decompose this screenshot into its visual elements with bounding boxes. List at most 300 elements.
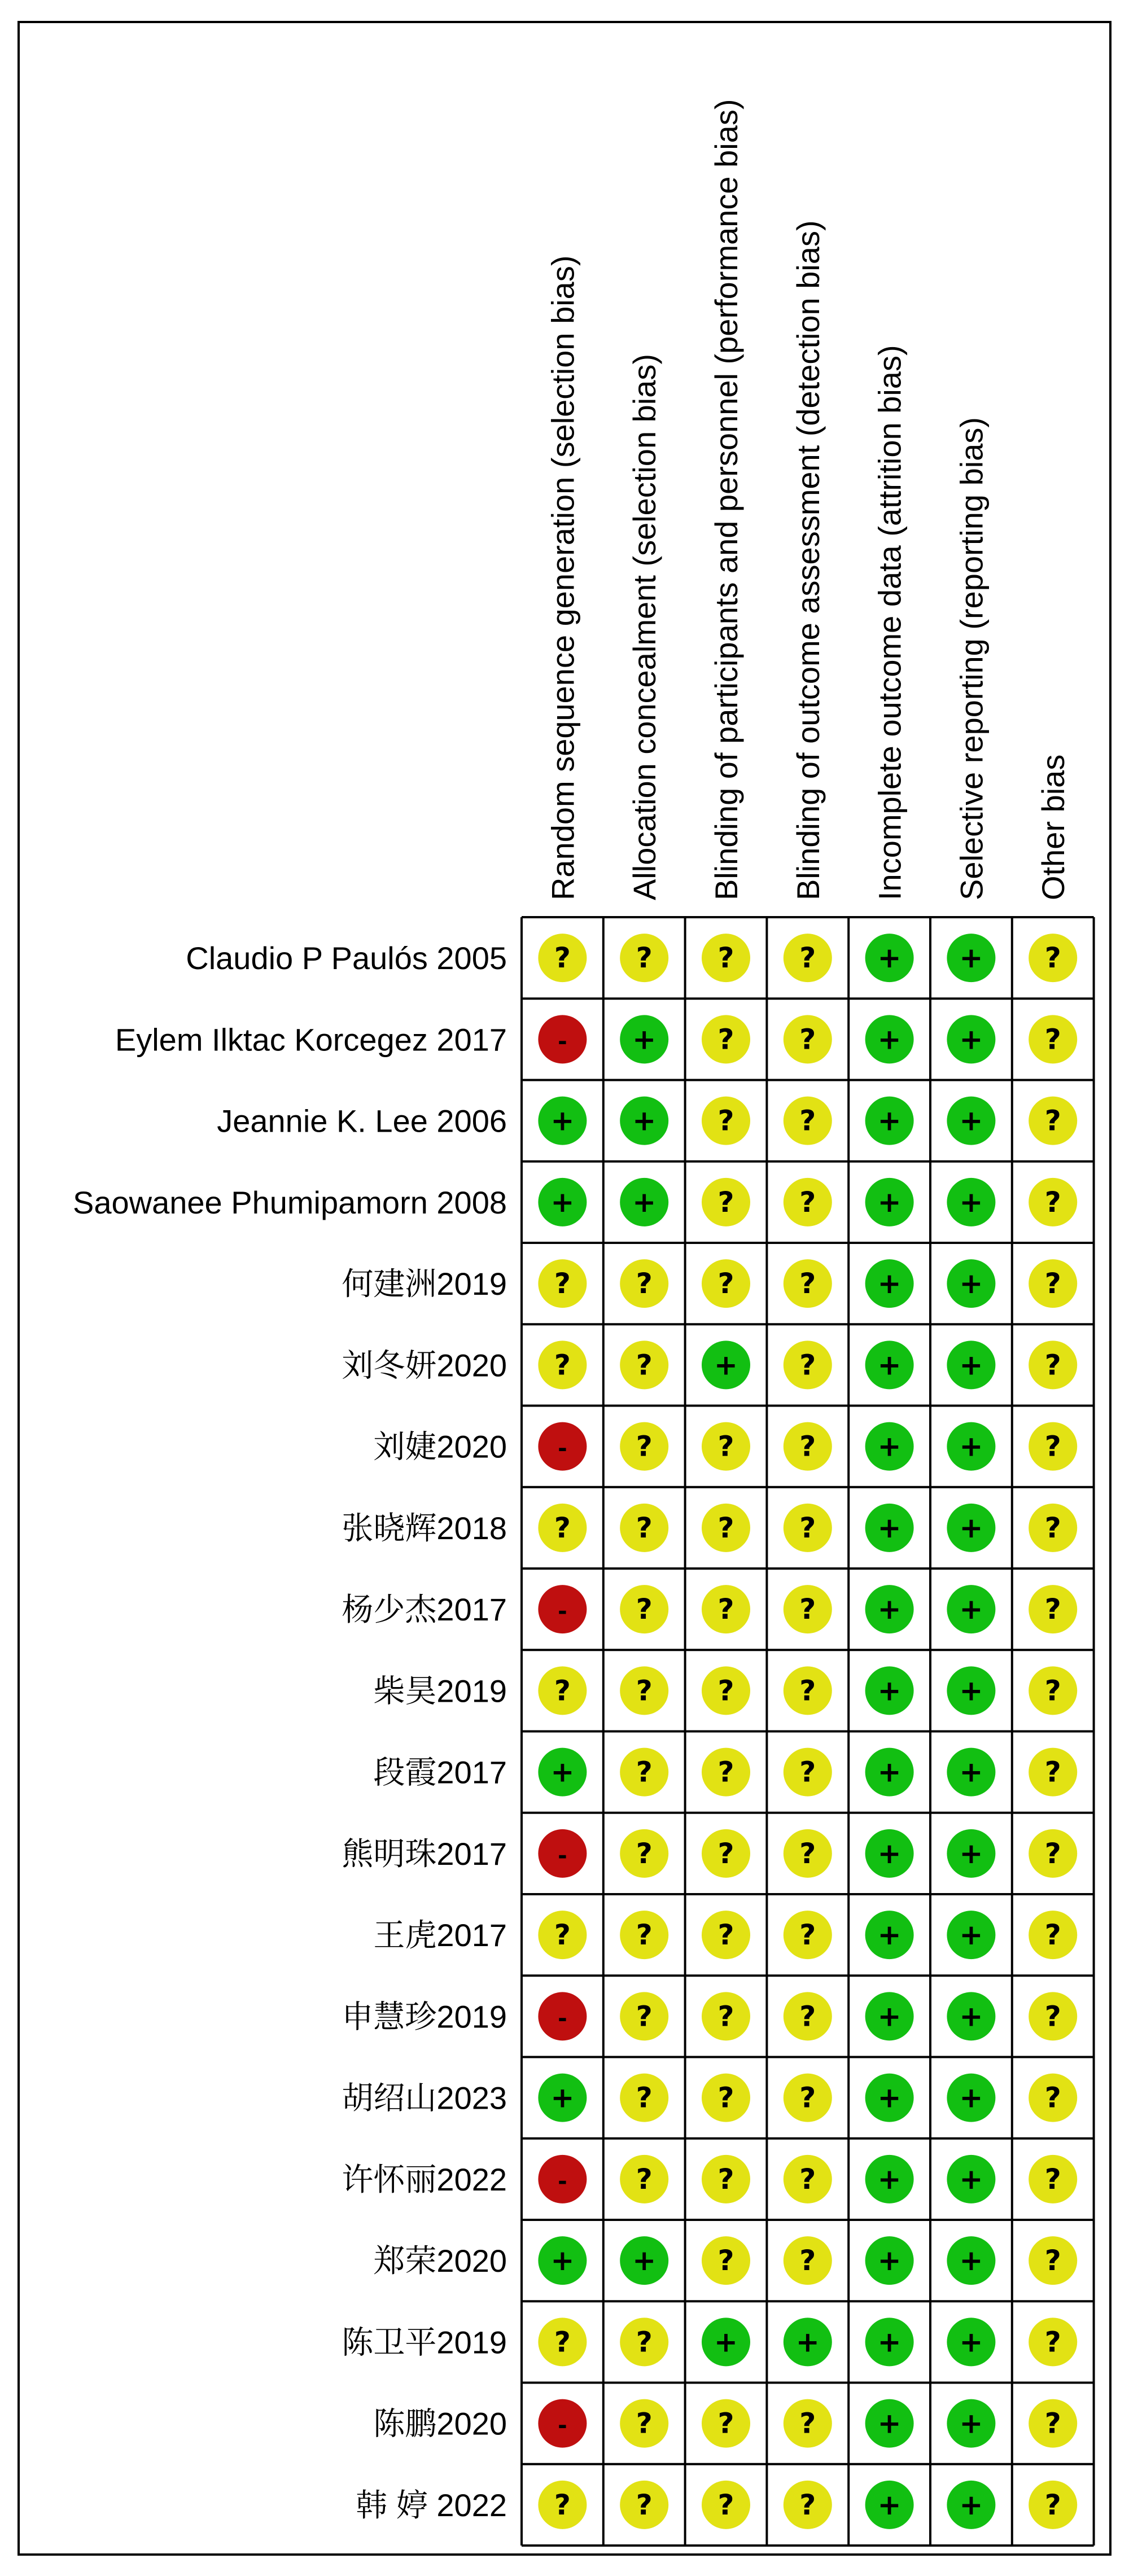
rating-symbol: + bbox=[714, 2325, 738, 2359]
column-header: Other bias bbox=[1035, 754, 1071, 900]
column-header: Blinding of participants and personnel (performance bias) bbox=[708, 99, 744, 900]
rating-symbol: ? bbox=[799, 1755, 816, 1789]
rating-symbol: + bbox=[959, 1837, 983, 1870]
study-label: 刘冬妍2020 bbox=[342, 1347, 507, 1383]
rating-cell bbox=[784, 1015, 832, 1063]
rating-cell bbox=[1029, 1422, 1077, 1471]
rating-symbol: ? bbox=[1044, 2081, 1061, 2114]
rating-symbol: ? bbox=[717, 1918, 734, 1952]
rating-cell bbox=[947, 2236, 995, 2285]
rating-symbol: - bbox=[558, 2005, 567, 2032]
rating-cell bbox=[702, 1422, 750, 1471]
rating-cell bbox=[702, 1015, 750, 1063]
rating-cell bbox=[620, 2155, 668, 2203]
rating-symbol: ? bbox=[799, 1267, 816, 1300]
rating-cell bbox=[1029, 1097, 1077, 1145]
rating-cell bbox=[702, 1340, 750, 1389]
rating-symbol: ? bbox=[799, 1430, 816, 1463]
rating-cell bbox=[865, 1340, 914, 1389]
rating-symbol: ? bbox=[636, 2407, 653, 2440]
rating-symbol: ? bbox=[717, 1023, 734, 1056]
rating-cell bbox=[702, 2399, 750, 2448]
rating-cell bbox=[947, 2481, 995, 2529]
rating-symbol: ? bbox=[1044, 2488, 1061, 2521]
study-label: 申慧珍2019 bbox=[342, 1999, 507, 2035]
rating-cell bbox=[538, 1097, 587, 1145]
rating-symbol: ? bbox=[799, 941, 816, 975]
rating-symbol: ? bbox=[799, 2488, 816, 2521]
rating-symbol: ? bbox=[636, 2488, 653, 2521]
rating-cell bbox=[620, 2317, 668, 2366]
rating-symbol: + bbox=[959, 2488, 983, 2521]
rating-cell bbox=[784, 1666, 832, 1715]
rating-cell bbox=[784, 1259, 832, 1308]
rating-cell bbox=[1029, 2074, 1077, 2122]
rating-cell bbox=[1029, 1748, 1077, 1797]
rating-cell bbox=[1029, 1585, 1077, 1633]
rating-cell bbox=[620, 1015, 668, 1063]
rating-symbol: + bbox=[959, 1593, 983, 1626]
study-label: 韩 婷 2022 bbox=[356, 2487, 507, 2523]
rating-symbol: ? bbox=[1044, 1348, 1061, 1382]
rating-symbol: ? bbox=[1044, 1674, 1061, 1707]
rating-cell bbox=[702, 1666, 750, 1715]
rating-symbol: ? bbox=[1044, 2407, 1061, 2440]
rating-cell bbox=[702, 934, 750, 982]
rating-cell bbox=[784, 1585, 832, 1633]
rating-cell bbox=[865, 1911, 914, 1959]
rating-symbol: ? bbox=[1044, 2244, 1061, 2277]
rating-cell bbox=[947, 2399, 995, 2448]
rating-symbol: + bbox=[632, 2244, 657, 2277]
rating-cell bbox=[947, 1829, 995, 1878]
column-header: Blinding of outcome assessment (detection bias) bbox=[790, 220, 826, 900]
rating-symbol: ? bbox=[717, 2162, 734, 2196]
rating-symbol: ? bbox=[717, 1755, 734, 1789]
rating-cell bbox=[947, 1259, 995, 1308]
rating-symbol: - bbox=[558, 1435, 567, 1462]
rating-cell bbox=[702, 2317, 750, 2366]
rating-cell bbox=[947, 2155, 995, 2203]
rating-cell bbox=[1029, 2236, 1077, 2285]
rating-symbol: ? bbox=[799, 1104, 816, 1137]
rating-cell bbox=[784, 1829, 832, 1878]
rating-cell bbox=[947, 1097, 995, 1145]
rating-cell bbox=[620, 1748, 668, 1797]
rating-cell bbox=[538, 1992, 587, 2040]
rating-cell bbox=[702, 2155, 750, 2203]
column-header: Incomplete outcome data (attrition bias) bbox=[872, 345, 908, 900]
rating-symbol: + bbox=[714, 1348, 738, 1382]
rating-symbol: + bbox=[959, 2407, 983, 2440]
rating-symbol: ? bbox=[636, 2081, 653, 2114]
rating-cell bbox=[865, 1504, 914, 1552]
rating-cell bbox=[865, 2236, 914, 2285]
rating-cell bbox=[947, 1748, 995, 1797]
rating-cell bbox=[620, 1422, 668, 1471]
rating-symbol: ? bbox=[799, 1918, 816, 1952]
rating-symbol: ? bbox=[717, 2407, 734, 2440]
rating-symbol: ? bbox=[717, 2081, 734, 2114]
rating-symbol: ? bbox=[554, 1918, 571, 1952]
rating-cell bbox=[620, 1504, 668, 1552]
rating-symbol: + bbox=[877, 1593, 902, 1626]
rating-symbol: ? bbox=[717, 2000, 734, 2033]
rating-symbol: ? bbox=[1044, 1511, 1061, 1544]
rating-symbol: + bbox=[877, 941, 902, 975]
rating-symbol: + bbox=[959, 2244, 983, 2277]
rating-symbol: + bbox=[877, 2407, 902, 2440]
rating-cell bbox=[538, 1015, 587, 1063]
rating-symbol: ? bbox=[717, 2488, 734, 2521]
rating-cell bbox=[947, 1911, 995, 1959]
rating-cell bbox=[538, 1504, 587, 1552]
rating-cell bbox=[784, 2399, 832, 2448]
rating-symbol: + bbox=[877, 1104, 902, 1137]
rating-cell bbox=[620, 2399, 668, 2448]
rating-symbol: ? bbox=[636, 1511, 653, 1544]
study-label: 陈鹏2020 bbox=[373, 2406, 507, 2442]
column-header: Selective reporting (reporting bias) bbox=[953, 417, 990, 900]
rating-symbol: ? bbox=[717, 1430, 734, 1463]
rating-cell bbox=[1029, 1178, 1077, 1226]
rating-cell bbox=[1029, 934, 1077, 982]
rating-cell bbox=[1029, 2317, 1077, 2366]
rating-symbol: ? bbox=[636, 2000, 653, 2033]
rating-cell bbox=[1029, 1666, 1077, 1715]
rating-symbol: ? bbox=[799, 1593, 816, 1626]
rating-cell bbox=[538, 2317, 587, 2366]
rating-symbol: ? bbox=[717, 1267, 734, 1300]
rating-symbol: ? bbox=[799, 1023, 816, 1056]
rating-cell bbox=[620, 1340, 668, 1389]
rating-symbol: + bbox=[632, 1185, 657, 1219]
rating-cell bbox=[947, 2074, 995, 2122]
rating-symbol: + bbox=[632, 1104, 657, 1137]
rating-cell bbox=[538, 1748, 587, 1797]
rating-cell bbox=[538, 1666, 587, 1715]
rating-cell bbox=[702, 2074, 750, 2122]
rating-symbol: ? bbox=[636, 1430, 653, 1463]
rating-cell bbox=[702, 1097, 750, 1145]
rating-cell bbox=[784, 2236, 832, 2285]
rating-cell bbox=[784, 1097, 832, 1145]
rating-cell bbox=[947, 934, 995, 982]
rating-symbol: + bbox=[550, 1755, 575, 1789]
rating-symbol: ? bbox=[799, 1837, 816, 1870]
rating-cell bbox=[538, 1422, 587, 1471]
rating-cell bbox=[947, 1992, 995, 2040]
rating-symbol: ? bbox=[799, 2162, 816, 2196]
rating-cell bbox=[947, 1422, 995, 1471]
rating-symbol: + bbox=[877, 1837, 902, 1870]
rating-cell bbox=[865, 1666, 914, 1715]
rating-symbol: ? bbox=[717, 1511, 734, 1544]
rating-cell bbox=[538, 1585, 587, 1633]
rating-symbol: + bbox=[550, 2244, 575, 2277]
rating-symbol: ? bbox=[636, 1918, 653, 1952]
rating-symbol: + bbox=[877, 2325, 902, 2359]
rating-cell bbox=[620, 1992, 668, 2040]
rating-symbol: ? bbox=[1044, 2000, 1061, 2033]
rating-symbol: ? bbox=[554, 2488, 571, 2521]
rating-cell bbox=[784, 934, 832, 982]
rating-symbol: + bbox=[959, 1430, 983, 1463]
rating-symbol: ? bbox=[717, 1674, 734, 1707]
rating-symbol: + bbox=[877, 1755, 902, 1789]
rating-cell bbox=[784, 2074, 832, 2122]
rating-cell bbox=[702, 1748, 750, 1797]
rating-symbol: + bbox=[959, 1104, 983, 1137]
rating-cell bbox=[865, 1097, 914, 1145]
rating-cell bbox=[784, 1504, 832, 1552]
study-label: 胡绍山2023 bbox=[342, 2080, 507, 2116]
rating-cell bbox=[865, 1585, 914, 1633]
rating-symbol: ? bbox=[636, 2162, 653, 2196]
rating-cell bbox=[947, 1666, 995, 1715]
rating-symbol: - bbox=[558, 1842, 567, 1869]
rating-cell bbox=[865, 2481, 914, 2529]
rating-symbol: ? bbox=[799, 1511, 816, 1544]
rating-symbol: + bbox=[877, 1348, 902, 1382]
rating-symbol: ? bbox=[636, 1348, 653, 1382]
rating-symbol: + bbox=[877, 1023, 902, 1056]
rating-cell bbox=[1029, 1911, 1077, 1959]
rating-cell bbox=[1029, 1015, 1077, 1063]
rating-symbol: + bbox=[877, 1511, 902, 1544]
rating-cell bbox=[865, 1178, 914, 1226]
rating-cell bbox=[865, 1748, 914, 1797]
rating-cell bbox=[947, 1585, 995, 1633]
rating-symbol: - bbox=[558, 1028, 567, 1055]
rating-symbol: + bbox=[959, 2162, 983, 2196]
rating-symbol: ? bbox=[1044, 1023, 1061, 1056]
rating-cell bbox=[865, 2074, 914, 2122]
study-label: 段霞2017 bbox=[373, 1754, 507, 1790]
rating-symbol: ? bbox=[554, 1674, 571, 1707]
study-label: 陈卫平2019 bbox=[342, 2324, 507, 2360]
rating-cell bbox=[865, 1422, 914, 1471]
rating-symbol: ? bbox=[554, 2325, 571, 2359]
rating-cell bbox=[1029, 1340, 1077, 1389]
rating-symbol: ? bbox=[717, 1593, 734, 1626]
rating-cell bbox=[865, 1992, 914, 2040]
rating-symbol: + bbox=[877, 1674, 902, 1707]
rating-cell bbox=[538, 1911, 587, 1959]
rating-cell bbox=[620, 2074, 668, 2122]
study-label: 杨少杰2017 bbox=[342, 1592, 507, 1628]
rating-cell bbox=[865, 1259, 914, 1308]
rating-symbol: + bbox=[550, 1104, 575, 1137]
column-header: Random sequence generation (selection bias) bbox=[545, 255, 581, 900]
rating-cell bbox=[620, 1585, 668, 1633]
rating-cell bbox=[1029, 2481, 1077, 2529]
rating-cell bbox=[865, 1015, 914, 1063]
rating-symbol: + bbox=[959, 2081, 983, 2114]
rating-cell bbox=[947, 2317, 995, 2366]
rating-cell bbox=[702, 1992, 750, 2040]
rating-cell bbox=[784, 1340, 832, 1389]
rating-symbol: ? bbox=[1044, 1837, 1061, 1870]
study-label: 何建洲2019 bbox=[342, 1266, 507, 1302]
rating-cell bbox=[784, 1178, 832, 1226]
study-label: 王虎2017 bbox=[373, 1917, 507, 1953]
rating-symbol: ? bbox=[636, 1593, 653, 1626]
rating-symbol: ? bbox=[799, 2244, 816, 2277]
rating-cell bbox=[784, 1422, 832, 1471]
rating-cell bbox=[620, 1259, 668, 1308]
study-label: 熊明珠2017 bbox=[342, 1835, 507, 1872]
rating-symbol: - bbox=[558, 2412, 567, 2439]
rating-symbol: ? bbox=[799, 2000, 816, 2033]
rating-cell bbox=[1029, 1259, 1077, 1308]
rating-cell bbox=[865, 2399, 914, 2448]
rating-cell bbox=[538, 934, 587, 982]
study-label: Saowanee Phumipamorn 2008 bbox=[73, 1184, 507, 1220]
rating-symbol: ? bbox=[636, 2325, 653, 2359]
rating-symbol: - bbox=[558, 1598, 567, 1625]
study-label: Eylem Ilktac Korcegez 2017 bbox=[115, 1022, 507, 1058]
rating-cell bbox=[784, 1748, 832, 1797]
rating-symbol: ? bbox=[717, 1837, 734, 1870]
study-label: 郑荣2020 bbox=[373, 2243, 507, 2279]
rating-cell bbox=[784, 2155, 832, 2203]
rating-symbol: + bbox=[959, 1185, 983, 1219]
rating-symbol: + bbox=[959, 1755, 983, 1789]
rating-cell bbox=[947, 1504, 995, 1552]
rating-cell bbox=[620, 1178, 668, 1226]
rating-cell bbox=[784, 1992, 832, 2040]
rating-symbol: + bbox=[632, 1023, 657, 1056]
rating-symbol: ? bbox=[554, 1511, 571, 1544]
rating-symbol: + bbox=[959, 1267, 983, 1300]
rating-symbol: ? bbox=[799, 1185, 816, 1219]
rating-symbol: ? bbox=[1044, 1918, 1061, 1952]
rating-cell bbox=[538, 1829, 587, 1878]
rating-cell bbox=[1029, 2155, 1077, 2203]
study-label: 许怀丽2022 bbox=[342, 2161, 507, 2197]
rating-symbol: ? bbox=[799, 1674, 816, 1707]
rating-cell bbox=[947, 1015, 995, 1063]
rating-cell bbox=[538, 2481, 587, 2529]
rating-cell bbox=[538, 1259, 587, 1308]
rating-symbol: ? bbox=[636, 1837, 653, 1870]
rating-symbol: ? bbox=[717, 2244, 734, 2277]
rating-cell bbox=[865, 934, 914, 982]
rating-symbol: + bbox=[877, 1185, 902, 1219]
rating-symbol: ? bbox=[717, 1104, 734, 1137]
rating-cell bbox=[538, 1340, 587, 1389]
rating-cell bbox=[702, 1178, 750, 1226]
rating-symbol: ? bbox=[554, 1267, 571, 1300]
rating-cell bbox=[702, 1911, 750, 1959]
rating-cell bbox=[702, 1259, 750, 1308]
rating-cell bbox=[702, 1585, 750, 1633]
rating-symbol: + bbox=[877, 2244, 902, 2277]
rating-symbol: + bbox=[877, 2162, 902, 2196]
study-label: 刘婕2020 bbox=[373, 1429, 507, 1465]
rating-symbol: ? bbox=[554, 1348, 571, 1382]
study-label: 张晓辉2018 bbox=[342, 1510, 507, 1546]
rating-symbol: - bbox=[558, 2168, 567, 2194]
rating-symbol: + bbox=[959, 2000, 983, 2033]
rating-symbol: ? bbox=[636, 941, 653, 975]
rating-cell bbox=[1029, 2399, 1077, 2448]
rating-cell bbox=[865, 2155, 914, 2203]
rating-cell bbox=[702, 1829, 750, 1878]
rating-symbol: + bbox=[877, 1918, 902, 1952]
rating-cell bbox=[538, 1178, 587, 1226]
rating-cell bbox=[620, 934, 668, 982]
rating-cell bbox=[702, 2236, 750, 2285]
rating-cell bbox=[865, 2317, 914, 2366]
rating-symbol: + bbox=[550, 1185, 575, 1219]
rating-symbol: ? bbox=[1044, 1267, 1061, 1300]
column-header: Allocation concealment (selection bias) bbox=[627, 353, 663, 900]
rating-symbol: + bbox=[959, 1348, 983, 1382]
rating-cell bbox=[620, 1911, 668, 1959]
rating-cell bbox=[1029, 1992, 1077, 2040]
rating-cell bbox=[620, 2481, 668, 2529]
rating-symbol: + bbox=[959, 2325, 983, 2359]
rating-symbol: + bbox=[959, 941, 983, 975]
rating-cell bbox=[865, 1829, 914, 1878]
rating-symbol: ? bbox=[799, 1348, 816, 1382]
rating-cell bbox=[947, 1340, 995, 1389]
rating-symbol: + bbox=[959, 1023, 983, 1056]
rating-cell bbox=[538, 2155, 587, 2203]
rating-symbol: + bbox=[795, 2325, 820, 2359]
rating-cell bbox=[784, 1911, 832, 1959]
rating-symbol: ? bbox=[1044, 1755, 1061, 1789]
rating-cell bbox=[702, 2481, 750, 2529]
rating-symbol: ? bbox=[554, 941, 571, 975]
rating-symbol: ? bbox=[1044, 1185, 1061, 1219]
rating-symbol: + bbox=[877, 1267, 902, 1300]
rating-cell bbox=[538, 2074, 587, 2122]
rating-symbol: ? bbox=[717, 1185, 734, 1219]
rating-symbol: ? bbox=[799, 2081, 816, 2114]
rating-symbol: + bbox=[877, 2081, 902, 2114]
rating-cell bbox=[620, 1666, 668, 1715]
rating-cell bbox=[1029, 1829, 1077, 1878]
rating-cell bbox=[702, 1504, 750, 1552]
study-label: Jeannie K. Lee 2006 bbox=[217, 1103, 507, 1139]
rating-symbol: + bbox=[959, 1918, 983, 1952]
rating-symbol: ? bbox=[636, 1755, 653, 1789]
rating-symbol: ? bbox=[1044, 1104, 1061, 1137]
study-label: 柴昊2019 bbox=[373, 1673, 507, 1709]
grid-lines bbox=[522, 917, 1094, 2546]
rating-symbol: + bbox=[959, 1674, 983, 1707]
rating-symbol: ? bbox=[1044, 2162, 1061, 2196]
rating-cell bbox=[538, 2236, 587, 2285]
rating-symbol: ? bbox=[1044, 2325, 1061, 2359]
rating-symbol: ? bbox=[1044, 1593, 1061, 1626]
rating-cell bbox=[784, 2481, 832, 2529]
rating-symbol: ? bbox=[717, 941, 734, 975]
rating-symbol: + bbox=[550, 2081, 575, 2114]
rating-cell bbox=[947, 1178, 995, 1226]
rating-symbol: ? bbox=[1044, 941, 1061, 975]
rating-cell bbox=[620, 2236, 668, 2285]
study-label: Claudio P Paulós 2005 bbox=[186, 940, 507, 976]
rating-cell bbox=[538, 2399, 587, 2448]
rating-cell bbox=[620, 1829, 668, 1878]
rating-symbol: ? bbox=[799, 2407, 816, 2440]
rating-symbol: ? bbox=[636, 1267, 653, 1300]
rating-symbol: + bbox=[877, 2000, 902, 2033]
